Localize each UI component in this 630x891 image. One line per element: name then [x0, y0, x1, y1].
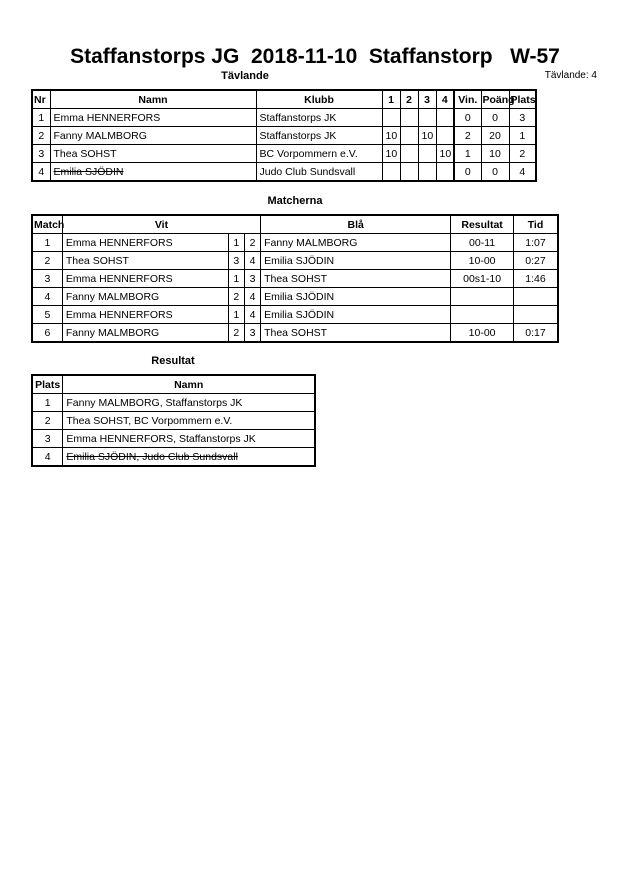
round-score: 10 — [382, 145, 400, 163]
blue-player: Emilia SJÖDIN — [261, 288, 451, 306]
table-row — [32, 127, 536, 145]
result-place: 2 — [32, 412, 63, 430]
competitor-name-withdrawn: Emilia SJÖDIN — [50, 163, 256, 182]
round-score — [382, 109, 400, 127]
white-player: Thea SOHST — [62, 252, 228, 270]
round-score: 10 — [418, 127, 436, 145]
competitor-wins: 2 — [454, 127, 481, 145]
competitors-table — [31, 89, 537, 182]
blue-player: Thea SOHST — [261, 270, 451, 288]
competitor-club: Staffanstorps JK — [256, 109, 382, 127]
col-points: Poäng — [481, 90, 509, 109]
results-label: Resultat — [151, 355, 195, 367]
col-name: Namn — [50, 90, 256, 109]
blue-player: Emilia SJÖDIN — [261, 306, 451, 324]
matches-label: Matcherna — [267, 195, 323, 207]
round-score — [436, 109, 454, 127]
blue-number: 3 — [244, 270, 260, 288]
white-player: Emma HENNERFORS — [62, 306, 228, 324]
competitors-header-row — [32, 90, 536, 109]
table-row — [32, 163, 536, 182]
page-title: Staffanstorps JG 2018-11-10 Staffanstorp W-57 — [70, 45, 560, 68]
table-row — [32, 306, 558, 324]
match-result — [451, 306, 514, 324]
match-time: 1:46 — [513, 270, 558, 288]
white-number: 1 — [228, 306, 244, 324]
white-player: Fanny MALMBORG — [62, 324, 228, 343]
result-place: 1 — [32, 394, 63, 412]
match-result: 00s1-10 — [451, 270, 514, 288]
participants-label: Tävlande — [221, 70, 269, 82]
match-time — [513, 306, 558, 324]
white-player: Emma HENNERFORS — [62, 270, 228, 288]
match-time — [513, 288, 558, 306]
table-row — [32, 234, 558, 252]
round-score — [400, 127, 418, 145]
competitor-club: Staffanstorps JK — [256, 127, 382, 145]
col-blue: Blå — [261, 215, 451, 234]
col-place: Plats — [509, 90, 536, 109]
round-score — [382, 163, 400, 182]
table-row — [32, 288, 558, 306]
competitor-place: 3 — [509, 109, 536, 127]
result-name-withdrawn: Emilia SJÖDIN, Judo Club Sundsvall — [63, 448, 315, 467]
table-row — [32, 412, 315, 430]
round-score: 10 — [382, 127, 400, 145]
white-number: 1 — [228, 234, 244, 252]
col-result: Resultat — [451, 215, 514, 234]
competitor-nr: 1 — [32, 109, 50, 127]
competitor-points: 0 — [481, 163, 509, 182]
round-score — [418, 163, 436, 182]
result-place: 4 — [32, 448, 63, 467]
results-table — [31, 374, 316, 467]
competitor-nr: 2 — [32, 127, 50, 145]
match-time: 0:17 — [513, 324, 558, 343]
col-round-3: 3 — [418, 90, 436, 109]
round-score — [418, 109, 436, 127]
match-number: 6 — [32, 324, 62, 343]
competitor-wins: 0 — [454, 109, 481, 127]
white-number: 2 — [228, 324, 244, 343]
competitor-place: 4 — [509, 163, 536, 182]
white-number: 2 — [228, 288, 244, 306]
competitor-place: 1 — [509, 127, 536, 145]
col-round-2: 2 — [400, 90, 418, 109]
match-time: 1:07 — [513, 234, 558, 252]
result-name: Thea SOHST, BC Vorpommern e.V. — [63, 412, 315, 430]
blue-number: 4 — [244, 252, 260, 270]
col-round-1: 1 — [382, 90, 400, 109]
table-row — [32, 270, 558, 288]
blue-number: 2 — [244, 234, 260, 252]
round-score — [436, 163, 454, 182]
table-row — [32, 430, 315, 448]
match-result: 10-00 — [451, 324, 514, 343]
white-number: 3 — [228, 252, 244, 270]
table-row — [32, 394, 315, 412]
round-score: 10 — [436, 145, 454, 163]
competitor-nr: 3 — [32, 145, 50, 163]
table-row — [32, 109, 536, 127]
white-player: Emma HENNERFORS — [62, 234, 228, 252]
result-name: Emma HENNERFORS, Staffanstorps JK — [63, 430, 315, 448]
round-score — [400, 109, 418, 127]
col-club: Klubb — [256, 90, 382, 109]
table-row — [32, 252, 558, 270]
match-number: 2 — [32, 252, 62, 270]
match-number: 3 — [32, 270, 62, 288]
results-header-row — [32, 375, 315, 394]
competitor-points: 20 — [481, 127, 509, 145]
competitor-name: Fanny MALMBORG — [50, 127, 256, 145]
col-round-4: 4 — [436, 90, 454, 109]
result-place: 3 — [32, 430, 63, 448]
col-results-place: Plats — [32, 375, 63, 394]
col-white: Vit — [62, 215, 260, 234]
blue-player: Emilia SJÖDIN — [261, 252, 451, 270]
white-player: Fanny MALMBORG — [62, 288, 228, 306]
matches-table — [31, 214, 559, 343]
competitor-club: BC Vorpommern e.V. — [256, 145, 382, 163]
match-result: 10-00 — [451, 252, 514, 270]
match-number: 5 — [32, 306, 62, 324]
match-number: 4 — [32, 288, 62, 306]
competitor-nr: 4 — [32, 163, 50, 182]
round-score — [400, 145, 418, 163]
competitor-name: Emma HENNERFORS — [50, 109, 256, 127]
blue-number: 3 — [244, 324, 260, 343]
competitor-wins: 1 — [454, 145, 481, 163]
round-score — [400, 163, 418, 182]
col-match: Match — [32, 215, 62, 234]
table-row — [32, 324, 558, 343]
blue-number: 4 — [244, 306, 260, 324]
white-number: 1 — [228, 270, 244, 288]
participant-count: Tävlande: 4 — [544, 70, 597, 81]
match-number: 1 — [32, 234, 62, 252]
competitor-wins: 0 — [454, 163, 481, 182]
competitor-place: 2 — [509, 145, 536, 163]
competitor-points: 10 — [481, 145, 509, 163]
round-score — [418, 145, 436, 163]
blue-number: 4 — [244, 288, 260, 306]
blue-player: Fanny MALMBORG — [261, 234, 451, 252]
blue-player: Thea SOHST — [261, 324, 451, 343]
col-nr: Nr — [32, 90, 50, 109]
match-result — [451, 288, 514, 306]
competitor-club: Judo Club Sundsvall — [256, 163, 382, 182]
col-time: Tid — [513, 215, 558, 234]
competitor-name: Thea SOHST — [50, 145, 256, 163]
matches-header-row — [32, 215, 558, 234]
table-row — [32, 145, 536, 163]
round-score — [436, 127, 454, 145]
table-row — [32, 448, 315, 467]
col-results-name: Namn — [63, 375, 315, 394]
match-time: 0:27 — [513, 252, 558, 270]
match-result: 00-11 — [451, 234, 514, 252]
competitor-points: 0 — [481, 109, 509, 127]
col-wins: Vin. — [454, 90, 481, 109]
result-name: Fanny MALMBORG, Staffanstorps JK — [63, 394, 315, 412]
